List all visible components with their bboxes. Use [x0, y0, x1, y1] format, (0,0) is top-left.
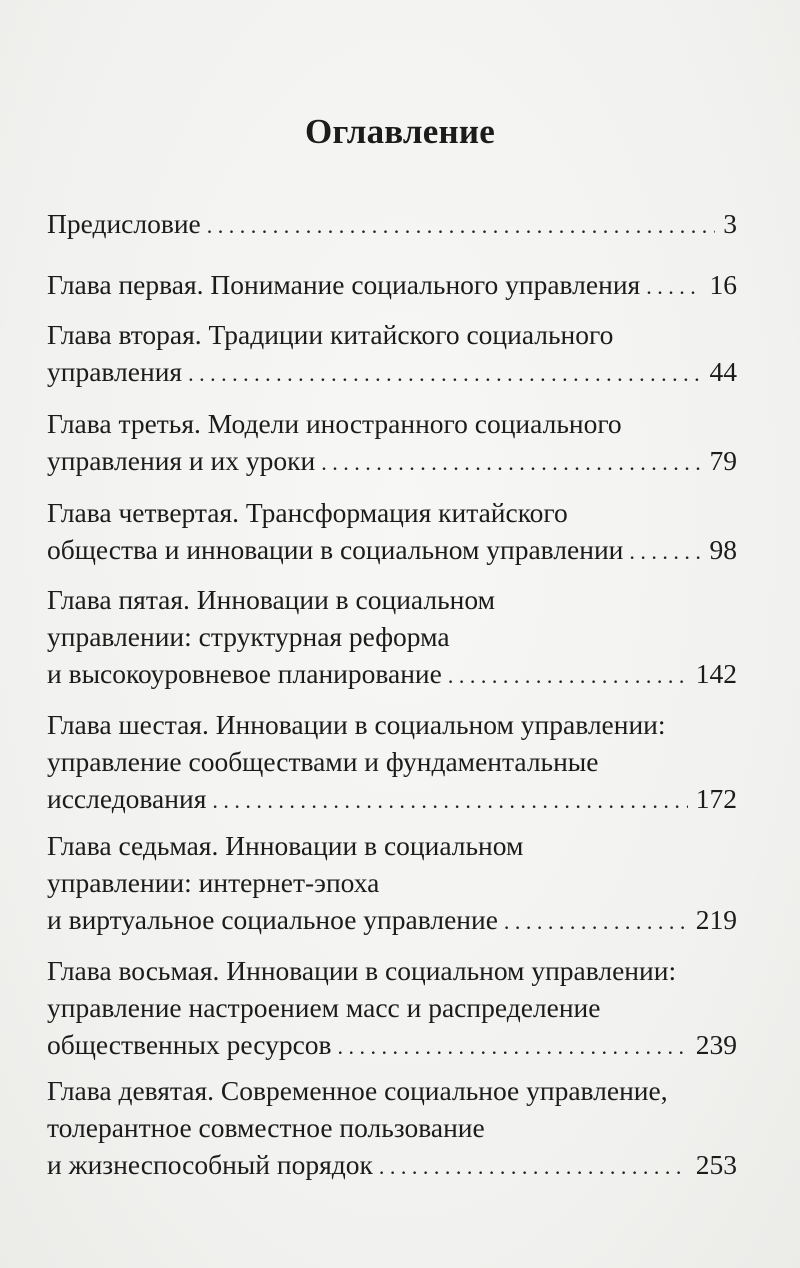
toc-page-number: 16: [709, 269, 737, 300]
dot-leader: [188, 353, 701, 392]
toc-page-number: 44: [709, 356, 737, 387]
toc-entry-title: Глава седьмая. Инновации в социальном: [47, 830, 524, 861]
toc-entry-title: Предисловие: [47, 208, 201, 239]
toc-entry-chapter-3: [47, 405, 737, 481]
dot-leader: [448, 655, 688, 694]
toc-entry-chapter-5: [47, 581, 737, 694]
toc-entry-preface: [47, 205, 737, 244]
dot-leader: [629, 531, 701, 570]
dot-leader: [212, 780, 687, 819]
toc-entry-chapter-8: [47, 952, 737, 1065]
toc-page-number: 98: [709, 534, 737, 565]
toc-entry-title: Глава пятая. Инновации в социальном: [47, 584, 495, 615]
toc-entry-title-cont: и виртуальное социальное управление: [47, 904, 498, 935]
toc-entry-title-cont: управление сообществами и фундаментальные: [47, 746, 599, 777]
toc-entry-title-cont: управлении: интернет-эпоха: [47, 867, 380, 898]
dot-leader: [646, 266, 701, 305]
toc-entry-title-cont: общества и инновации в социальном управлении: [47, 534, 624, 565]
toc-page-number: 239: [695, 1029, 737, 1060]
toc-entry-title: Глава третья. Модели иностранного социального: [47, 408, 622, 439]
toc-entry-title: Глава восьмая. Инновации в социальном управлении:: [47, 955, 677, 986]
toc-entry-chapter-4: [47, 494, 737, 570]
toc-entry-title: Глава девятая. Современное социальное управление,: [47, 1075, 668, 1106]
dot-leader: [379, 1146, 688, 1185]
toc-page-number: 172: [695, 783, 737, 814]
toc-entry-title: Глава четвертая. Трансформация китайского: [47, 497, 568, 528]
toc-entry-title-cont: управления и их уроки: [47, 445, 316, 476]
toc-entry-chapter-6: [47, 706, 737, 819]
toc-entry-title: Глава вторая. Традиции китайского социального: [47, 319, 614, 350]
toc-entry-chapter-2: [47, 316, 737, 392]
toc-entry-title-cont: управлении: структурная реформа: [47, 621, 450, 652]
dot-leader: [321, 442, 701, 481]
toc-entry-title-cont: и высокоуровневое планирование: [47, 658, 442, 689]
toc-entry-title-cont: управление настроением масс и распределение: [47, 992, 601, 1023]
toc-entry-title: Глава шестая. Инновации в социальном управлении:: [47, 709, 666, 740]
toc-page-number: 142: [695, 658, 737, 689]
toc-entry-title: Глава первая. Понимание социального управления: [47, 269, 641, 300]
toc-entry-chapter-1: [47, 266, 737, 305]
toc-page-number: 253: [695, 1149, 737, 1180]
toc-entry-title-cont: исследования: [47, 783, 207, 814]
toc-page-number: 79: [709, 445, 737, 476]
toc-entry-title-cont: управления: [47, 356, 183, 387]
dot-leader: [504, 901, 688, 940]
toc-page-number: 219: [695, 904, 737, 935]
page-title: Оглавление: [305, 112, 495, 151]
dot-leader: [207, 205, 716, 244]
toc-entry-title-cont: толерантное совместное пользование: [47, 1112, 485, 1143]
toc-entry-chapter-7: [47, 827, 737, 940]
toc-page-number: 3: [723, 208, 737, 239]
toc-entry-chapter-9: [47, 1072, 737, 1185]
dot-leader: [338, 1026, 688, 1065]
toc-entry-title-cont: и жизнеспособный порядок: [47, 1149, 373, 1180]
toc-entry-title-cont: общественных ресурсов: [47, 1029, 332, 1060]
